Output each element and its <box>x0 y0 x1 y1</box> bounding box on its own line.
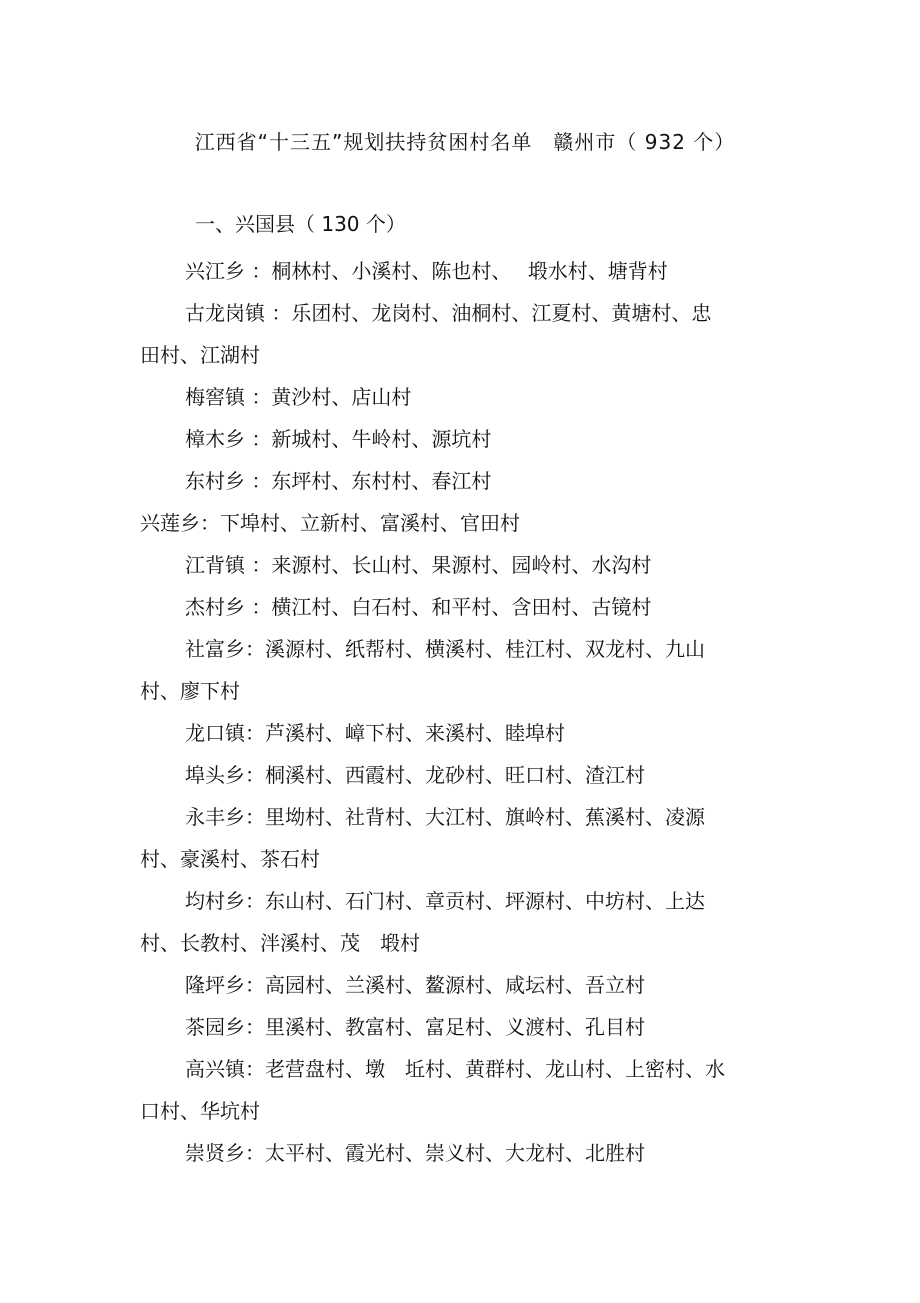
township-entry <box>140 544 780 586</box>
entry-line: 梅窖镇 ：黄沙村、店山村 <box>185 385 412 409</box>
township-entry <box>140 628 780 712</box>
township-entry <box>140 754 780 796</box>
township-entry <box>140 460 780 502</box>
entry-line: 永丰乡：里坳村、社背村、大江村、旗岭村、蕉溪村、凌源 <box>185 805 705 829</box>
township-entry <box>140 292 780 376</box>
section-heading: 一、兴国县（ 130 个） <box>195 212 406 236</box>
township-entry <box>140 586 780 628</box>
township-entry <box>140 964 780 1006</box>
entry-line: 古龙岗镇 ：乐团村、龙岗村、油桐村、江夏村、黄塘村、忠 <box>185 301 712 325</box>
entry-line: 江背镇 ：来源村、长山村、果源村、园岭村、水沟村 <box>185 553 652 577</box>
entry-line-continuation: 村、廖下村 <box>140 679 240 703</box>
township-entry <box>140 1132 780 1174</box>
entry-line-continuation: 村、长教村、泮溪村、茂 塅村 <box>140 931 420 955</box>
entry-line-continuation: 口村、华坑村 <box>140 1099 260 1123</box>
document-title: 江西省“十三五”规划扶持贫困村名单 赣州市（ 932 个） <box>194 130 736 154</box>
entry-line: 茶园乡：里溪村、教富村、富足村、义渡村、孔目村 <box>185 1015 645 1039</box>
entry-line-continuation: 田村、江湖村 <box>140 343 260 367</box>
entry-line: 东村乡 ：东坪村、东村村、春江村 <box>185 469 492 493</box>
entry-line: 兴莲乡：下埠村、立新村、富溪村、官田村 <box>140 511 520 535</box>
entry-line: 社富乡：溪源村、纸帮村、横溪村、桂江村、双龙村、九山 <box>185 637 705 661</box>
entry-line: 龙口镇：芦溪村、嶂下村、来溪村、睦埠村 <box>185 721 565 745</box>
entry-line: 埠头乡：桐溪村、西霞村、龙砂村、旺口村、渣江村 <box>185 763 645 787</box>
entry-line: 崇贤乡：太平村、霞光村、崇义村、大龙村、北胜村 <box>185 1141 645 1165</box>
township-entry <box>140 376 780 418</box>
entry-line-continuation: 村、豪溪村、茶石村 <box>140 847 320 871</box>
township-entry <box>140 796 780 880</box>
village-list <box>140 250 780 1174</box>
entry-line: 均村乡：东山村、石门村、章贡村、坪源村、中坊村、上达 <box>185 889 705 913</box>
entry-line: 樟木乡 ：新城村、牛岭村、源坑村 <box>185 427 492 451</box>
township-entry <box>140 712 780 754</box>
entry-line: 隆坪乡：高园村、兰溪村、鳌源村、咸坛村、吾立村 <box>185 973 645 997</box>
entry-line: 兴江乡 ：桐林村、小溪村、陈也村、 塅水村、塘背村 <box>185 259 668 283</box>
township-entry <box>140 502 780 544</box>
township-entry <box>140 1048 780 1132</box>
township-entry <box>140 880 780 964</box>
entry-line: 高兴镇：老营盘村、墩 坵村、黄群村、龙山村、上密村、水 <box>185 1057 725 1081</box>
township-entry <box>140 250 780 292</box>
entry-line: 杰村乡 ：横江村、白石村、和平村、含田村、古镜村 <box>185 595 652 619</box>
township-entry <box>140 1006 780 1048</box>
township-entry <box>140 418 780 460</box>
